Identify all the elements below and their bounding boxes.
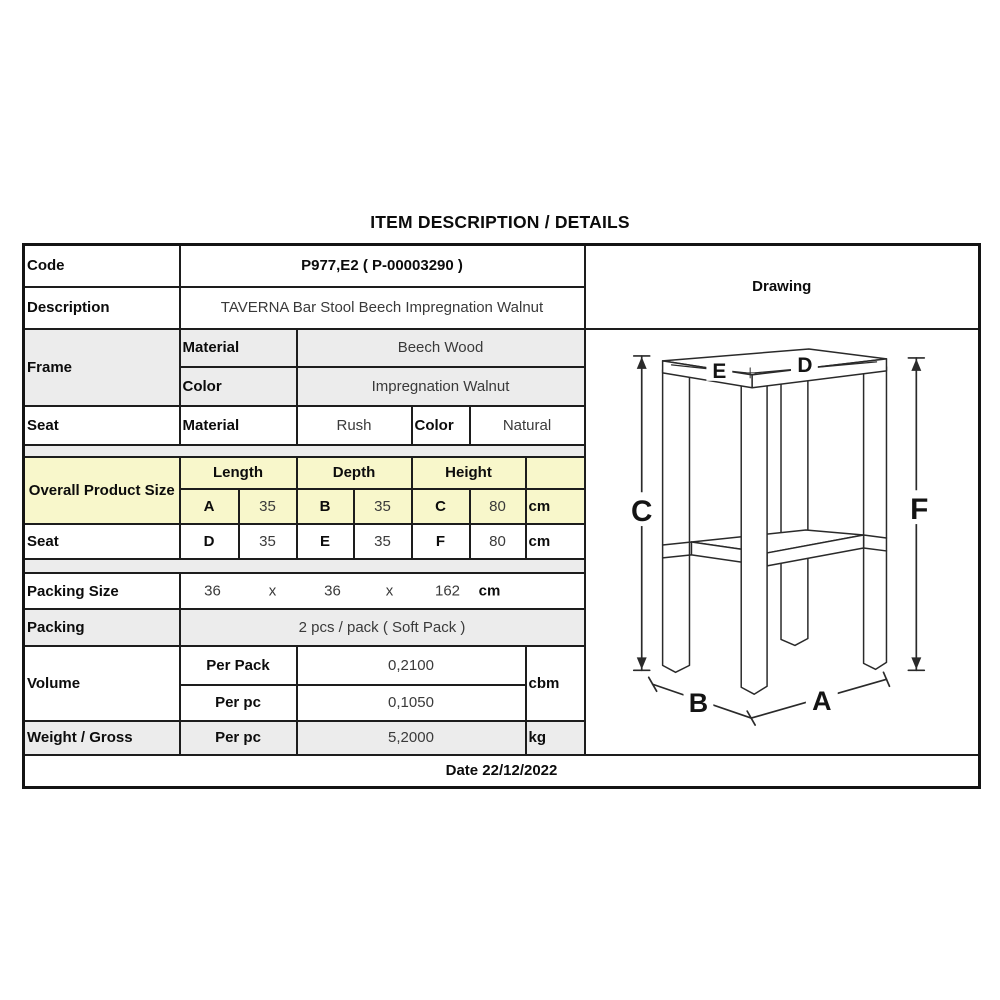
packing-size-label: Packing Size bbox=[24, 573, 180, 609]
dim-key-d: D bbox=[180, 524, 239, 559]
length-header: Length bbox=[180, 457, 297, 490]
dim-value-c: 80 bbox=[470, 489, 526, 524]
packing-value: 2 pcs / pack ( Soft Pack ) bbox=[180, 609, 585, 646]
svg-text:E: E bbox=[711, 359, 726, 383]
separator-strip bbox=[24, 559, 585, 573]
svg-text:F: F bbox=[909, 492, 928, 526]
dim-label-d bbox=[790, 353, 817, 376]
seat-label: Seat bbox=[24, 406, 180, 445]
svg-text:A: A bbox=[811, 685, 832, 716]
page-title: ITEM DESCRIPTION / DETAILS bbox=[370, 212, 630, 232]
packing-sep1: x bbox=[268, 582, 277, 600]
row-code bbox=[24, 245, 980, 287]
stool-drawing bbox=[588, 330, 979, 750]
packing-height: 162 bbox=[434, 582, 461, 600]
item-details-table bbox=[22, 243, 981, 789]
svg-text:D: D bbox=[796, 353, 812, 377]
dim-key-f: F bbox=[412, 524, 470, 559]
volume-label: Volume bbox=[24, 646, 180, 721]
stool-back-leg bbox=[781, 350, 808, 644]
weight-label: Weight / Gross bbox=[24, 721, 180, 755]
code-label: Code bbox=[24, 245, 180, 287]
dim-label-a bbox=[805, 684, 837, 716]
packing-width: 36 bbox=[204, 582, 221, 600]
seat-material-value: Rush bbox=[297, 406, 412, 445]
description-label: Description bbox=[24, 287, 180, 329]
drawing-panel bbox=[585, 329, 980, 755]
svg-text:B: B bbox=[688, 687, 708, 718]
dim-value-a: 35 bbox=[239, 489, 297, 524]
dim-label-e bbox=[706, 358, 732, 382]
dim-value-d: 35 bbox=[239, 524, 297, 559]
date-value: Date 22/12/2022 bbox=[24, 755, 980, 788]
stool-footrest-shelf bbox=[662, 530, 886, 566]
stool-right-leg bbox=[863, 366, 886, 668]
weight-value: 5,2000 bbox=[297, 721, 526, 755]
svg-text:C: C bbox=[630, 494, 652, 528]
packing-size-unit: cm bbox=[478, 582, 501, 600]
depth-header: Depth bbox=[297, 457, 412, 490]
per-pack-value: 0,2100 bbox=[297, 646, 526, 685]
frame-color-value: Impregnation Walnut bbox=[297, 367, 585, 406]
dim-label-c bbox=[626, 492, 656, 528]
dim-key-e: E bbox=[297, 524, 354, 559]
frame-color-label: Color bbox=[180, 367, 297, 406]
row-frame-material bbox=[24, 329, 980, 367]
size-unit-spacer bbox=[526, 457, 585, 490]
per-pc-value: 0,1050 bbox=[297, 685, 526, 721]
stool-seat bbox=[662, 348, 886, 387]
frame-material-label: Material bbox=[180, 329, 297, 367]
stool-left-leg bbox=[662, 369, 689, 671]
dim-value-b: 35 bbox=[354, 489, 412, 524]
frame-label: Frame bbox=[24, 329, 180, 406]
volume-unit: cbm bbox=[526, 646, 585, 721]
drawing-header: Drawing bbox=[585, 245, 980, 329]
description-value: TAVERNA Bar Stool Beech Impregnation Walnut bbox=[180, 287, 585, 329]
seat-size-unit: cm bbox=[526, 524, 585, 559]
dim-label-f bbox=[905, 490, 933, 526]
seat-color-label: Color bbox=[412, 406, 470, 445]
dim-label-b bbox=[683, 686, 713, 718]
dim-key-a: A bbox=[180, 489, 239, 524]
seat-material-label: Material bbox=[180, 406, 297, 445]
dim-key-c: C bbox=[412, 489, 470, 524]
dim-value-f: 80 bbox=[470, 524, 526, 559]
stool-front-leg bbox=[741, 374, 767, 693]
frame-material-value: Beech Wood bbox=[297, 329, 585, 367]
packing-depth: 36 bbox=[324, 582, 341, 600]
per-pc-label: Per pc bbox=[180, 685, 297, 721]
packing-sep2: x bbox=[385, 582, 394, 600]
packing-label: Packing bbox=[24, 609, 180, 646]
separator-strip bbox=[24, 445, 585, 457]
per-pack-label: Per Pack bbox=[180, 646, 297, 685]
dim-value-e: 35 bbox=[354, 524, 412, 559]
packing-size-values bbox=[180, 573, 585, 609]
height-header: Height bbox=[412, 457, 526, 490]
weight-per-pc-label: Per pc bbox=[180, 721, 297, 755]
row-date bbox=[24, 755, 980, 788]
code-value: P977,E2 ( P-00003290 ) bbox=[180, 245, 585, 287]
weight-unit: kg bbox=[526, 721, 585, 755]
seat-size-label: Seat bbox=[24, 524, 180, 559]
dim-key-b: B bbox=[297, 489, 354, 524]
seat-color-value: Natural bbox=[470, 406, 585, 445]
overall-size-unit: cm bbox=[526, 489, 585, 524]
overall-size-label: Overall Product Size bbox=[24, 457, 180, 525]
